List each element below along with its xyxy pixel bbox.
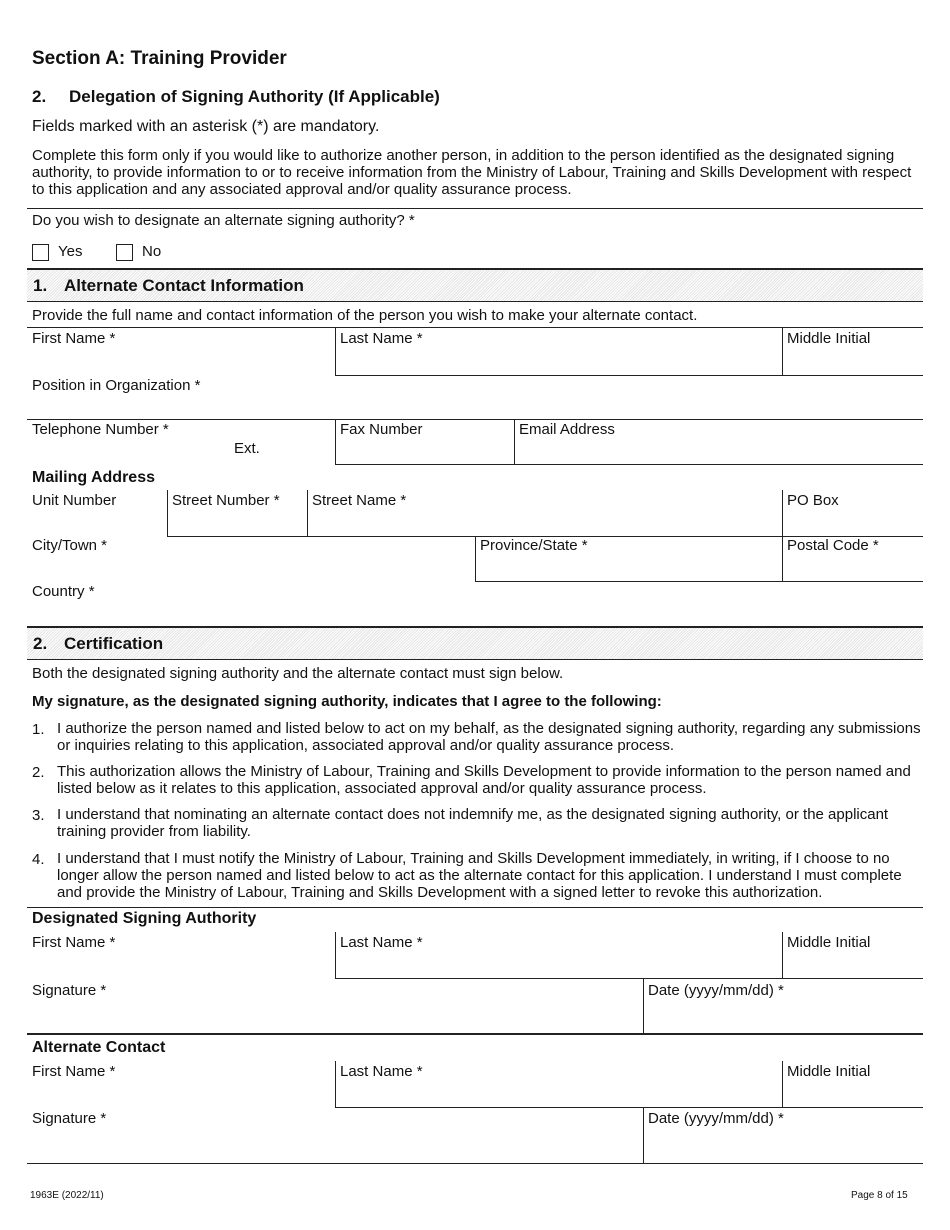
certification-item-2: This authorization allows the Ministry of Labour, Training and Skills Development to provide information to the person named and listed below as it relates to this application, associated approval and/or quality assurance process. bbox=[57, 763, 911, 797]
fax-label: Fax Number bbox=[340, 421, 423, 438]
position-label: Position in Organization * bbox=[32, 377, 201, 394]
divider bbox=[335, 375, 923, 376]
alt-middle-initial-label: Middle Initial bbox=[787, 1063, 871, 1080]
divider bbox=[27, 907, 923, 908]
alt-date-label: Date (yyyy/mm/dd) * bbox=[648, 1110, 784, 1127]
divider bbox=[643, 979, 644, 1034]
no-label: No bbox=[142, 243, 162, 260]
divider bbox=[335, 932, 336, 979]
yes-label: Yes bbox=[58, 243, 83, 260]
first-name-label: First Name * bbox=[32, 330, 116, 347]
divider bbox=[27, 208, 923, 209]
designate-question: Do you wish to designate an alternate signing authority? * bbox=[32, 212, 415, 229]
telephone-label: Telephone Number * bbox=[32, 421, 169, 438]
mailing-address-heading: Mailing Address bbox=[32, 469, 155, 486]
alt-contact-instruction: Provide the full name and contact information of the person you wish to make your alternate contact. bbox=[32, 307, 698, 324]
divider bbox=[27, 1033, 923, 1035]
divider bbox=[335, 1061, 336, 1108]
divider bbox=[782, 490, 783, 537]
unit-number-label: Unit Number bbox=[32, 492, 117, 509]
dsa-heading: Designated Signing Authority bbox=[32, 910, 257, 927]
divider bbox=[782, 537, 783, 582]
intro-paragraph: Complete this form only if you would like to authorize another person, in addition to the person identified as the designated signing authority, to provide information to or to receive information from the Ministry of Labour, Training and Skills Development with respect to this application and any associated approval and/or quality assurance process. bbox=[32, 147, 912, 198]
country-label: Country * bbox=[32, 583, 95, 600]
street-number-label: Street Number * bbox=[172, 492, 280, 509]
middle-initial-label: Middle Initial bbox=[787, 330, 871, 347]
certification-number: 2. bbox=[33, 634, 48, 653]
section-title: Section A: Training Provider bbox=[32, 48, 287, 69]
divider bbox=[475, 581, 923, 582]
alt-contact-title: Alternate Contact Information bbox=[64, 276, 304, 295]
divider bbox=[27, 327, 923, 328]
dsa-last-name-label: Last Name * bbox=[340, 934, 423, 951]
mandatory-note: Fields marked with an asterisk (*) are mandatory. bbox=[32, 118, 380, 135]
subsection-number: 2. bbox=[32, 87, 47, 106]
certification-item-1: I authorize the person named and listed below to act on my behalf, as the designated signing authority, regarding any submissions or inquiries relating to this application, associated approval and/or quality assurance process. bbox=[57, 720, 921, 754]
divider bbox=[27, 1163, 923, 1164]
divider bbox=[307, 490, 308, 537]
form-id: 1963E (2022/11) bbox=[30, 1190, 104, 1201]
divider bbox=[335, 1107, 923, 1108]
divider bbox=[475, 537, 476, 582]
item-number: 1. bbox=[32, 721, 45, 738]
last-name-label: Last Name * bbox=[340, 330, 423, 347]
alt-last-name-label: Last Name * bbox=[340, 1063, 423, 1080]
page-number: Page 8 of 15 bbox=[851, 1190, 908, 1201]
agree-heading: My signature, as the designated signing authority, indicates that I agree to the following: bbox=[32, 693, 662, 710]
divider bbox=[27, 419, 923, 420]
item-number: 2. bbox=[32, 764, 45, 781]
certification-item-3: I understand that nominating an alternate contact does not indemnify me, as the designated signing authority, or the applicant training provider from liability. bbox=[57, 806, 889, 840]
province-label: Province/State * bbox=[480, 537, 588, 554]
alt-contact-number: 1. bbox=[33, 276, 48, 295]
city-label: City/Town * bbox=[32, 537, 108, 554]
subsection-title: Delegation of Signing Authority (If Applicable) bbox=[69, 87, 440, 106]
both-sign-text: Both the designated signing authority and the alternate contact must sign below. bbox=[32, 665, 564, 682]
divider bbox=[167, 490, 168, 537]
item-number: 4. bbox=[32, 851, 45, 868]
postal-code-label: Postal Code * bbox=[787, 537, 879, 554]
divider bbox=[335, 978, 923, 979]
divider bbox=[335, 328, 336, 375]
street-name-label: Street Name * bbox=[312, 492, 407, 509]
po-box-label: PO Box bbox=[787, 492, 839, 509]
item-number: 3. bbox=[32, 807, 45, 824]
dsa-first-name-label: First Name * bbox=[32, 934, 116, 951]
alt-signature-label: Signature * bbox=[32, 1110, 107, 1127]
divider bbox=[782, 932, 783, 979]
yes-checkbox[interactable] bbox=[32, 244, 49, 261]
dsa-middle-initial-label: Middle Initial bbox=[787, 934, 871, 951]
divider bbox=[335, 464, 923, 465]
divider bbox=[782, 328, 783, 375]
dsa-date-label: Date (yyyy/mm/dd) * bbox=[648, 982, 784, 999]
certification-title: Certification bbox=[64, 634, 164, 653]
divider bbox=[782, 1061, 783, 1108]
ext-label: Ext. bbox=[234, 440, 260, 457]
alt-heading: Alternate Contact bbox=[32, 1039, 166, 1056]
email-label: Email Address bbox=[519, 421, 615, 438]
divider bbox=[335, 420, 336, 465]
certification-bar bbox=[27, 626, 923, 660]
divider bbox=[514, 420, 515, 465]
no-checkbox[interactable] bbox=[116, 244, 133, 261]
dsa-signature-label: Signature * bbox=[32, 982, 107, 999]
alt-contact-bar bbox=[27, 268, 923, 302]
alt-first-name-label: First Name * bbox=[32, 1063, 116, 1080]
divider bbox=[643, 1108, 644, 1164]
certification-item-4: I understand that I must notify the Ministry of Labour, Training and Skills Development immediately, in writing, if I choose to no longer allow the person named and listed below to act as the alternate contact for this application. I understand I must complete and provide the Ministry of Labour, Training and Skills Development with a signed letter to revoke this authorization. bbox=[57, 850, 902, 901]
